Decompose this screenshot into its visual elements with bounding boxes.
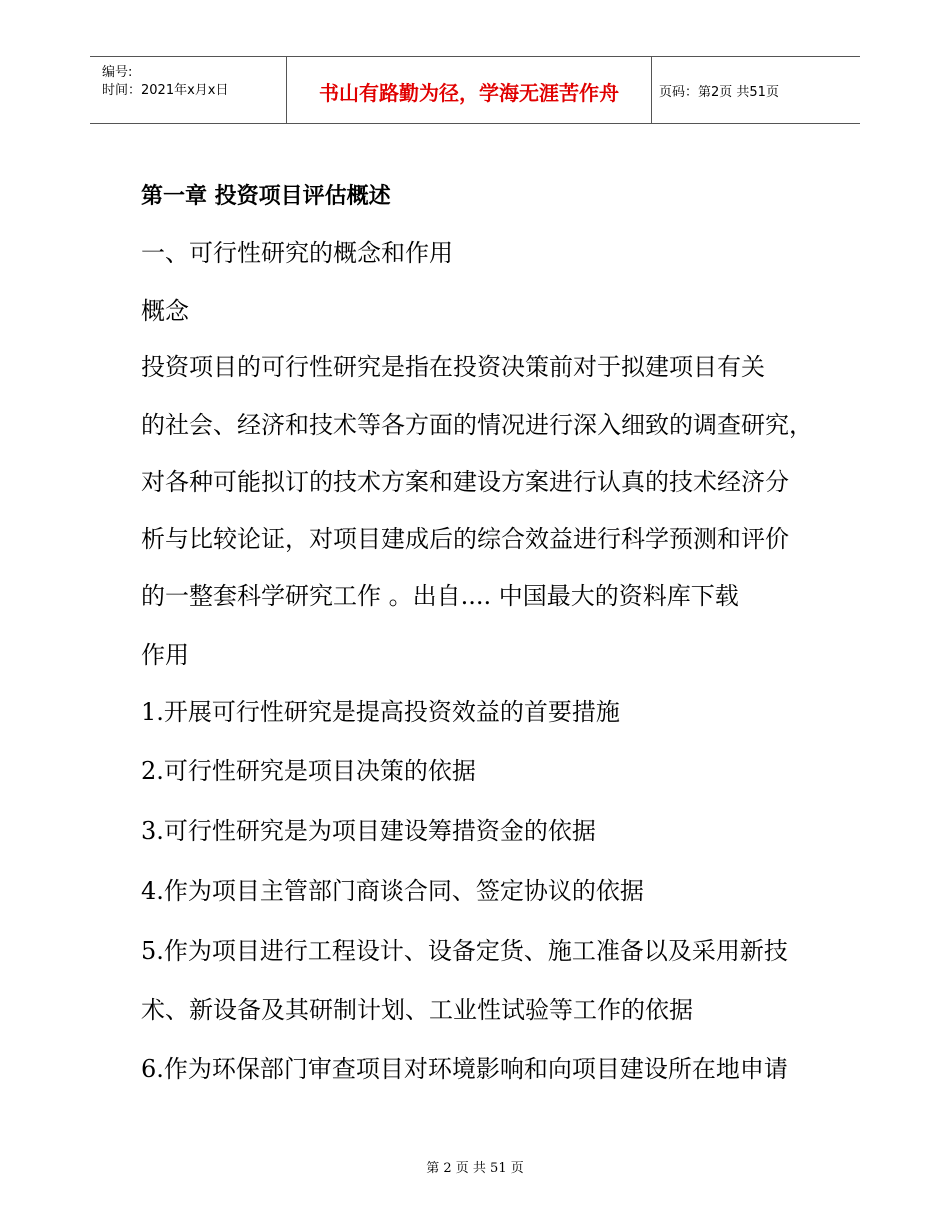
list-item: 2.可行性研究是项目决策的依据 [141,757,476,785]
list-item: 6.作为环保部门审查项目对环境影响和向项目建设所在地申请 [141,1055,788,1083]
number-label: 编号: [102,65,133,80]
header-meta-cell [90,57,286,123]
page-footer: 第 2 页 共 51 页 [426,1161,524,1176]
function-heading: 作用 [141,641,189,669]
motto-text: 书山有路勤为径，学海无涯苦作舟 [319,81,619,105]
time-label: 时间：2021年x月x日 [102,83,229,98]
header-page-cell [651,57,860,123]
concept-heading: 概念 [141,297,189,325]
list-item-continuation: 术、新设备及其研制计划、工业性试验等工作的依据 [141,996,693,1024]
list-item: 3.可行性研究是为项目建设筹措资金的依据 [141,817,596,845]
section-title: 一、可行性研究的概念和作用 [141,239,453,267]
list-item: 4.作为项目主管部门商谈合同、签定协议的依据 [141,877,644,905]
header-motto-cell [286,57,652,123]
list-item: 1.开展可行性研究是提高投资效益的首要措施 [141,698,620,726]
page-header [90,56,860,124]
paragraph-line: 对各种可能拟订的技术方案和建设方案进行认真的技术经济分 [141,468,789,496]
chapter-title: 第一章 投资项目评估概述 [141,184,391,209]
paragraph-line: 的社会、经济和技术等各方面的情况进行深入细致的调查研究， [141,411,813,439]
paragraph-line: 析与比较论证，对项目建成后的综合效益进行科学预测和评价 [141,525,789,553]
paragraph-line: 的一整套科学研究工作 。出自.... 中国最大的资料库下载 [141,582,739,610]
header-page-info: 页码：第2页 共51页 [659,85,779,100]
list-item: 5.作为项目进行工程设计、设备定货、施工准备以及采用新技 [141,937,788,965]
paragraph-line: 投资项目的可行性研究是指在投资决策前对于拟建项目有关 [141,353,765,381]
